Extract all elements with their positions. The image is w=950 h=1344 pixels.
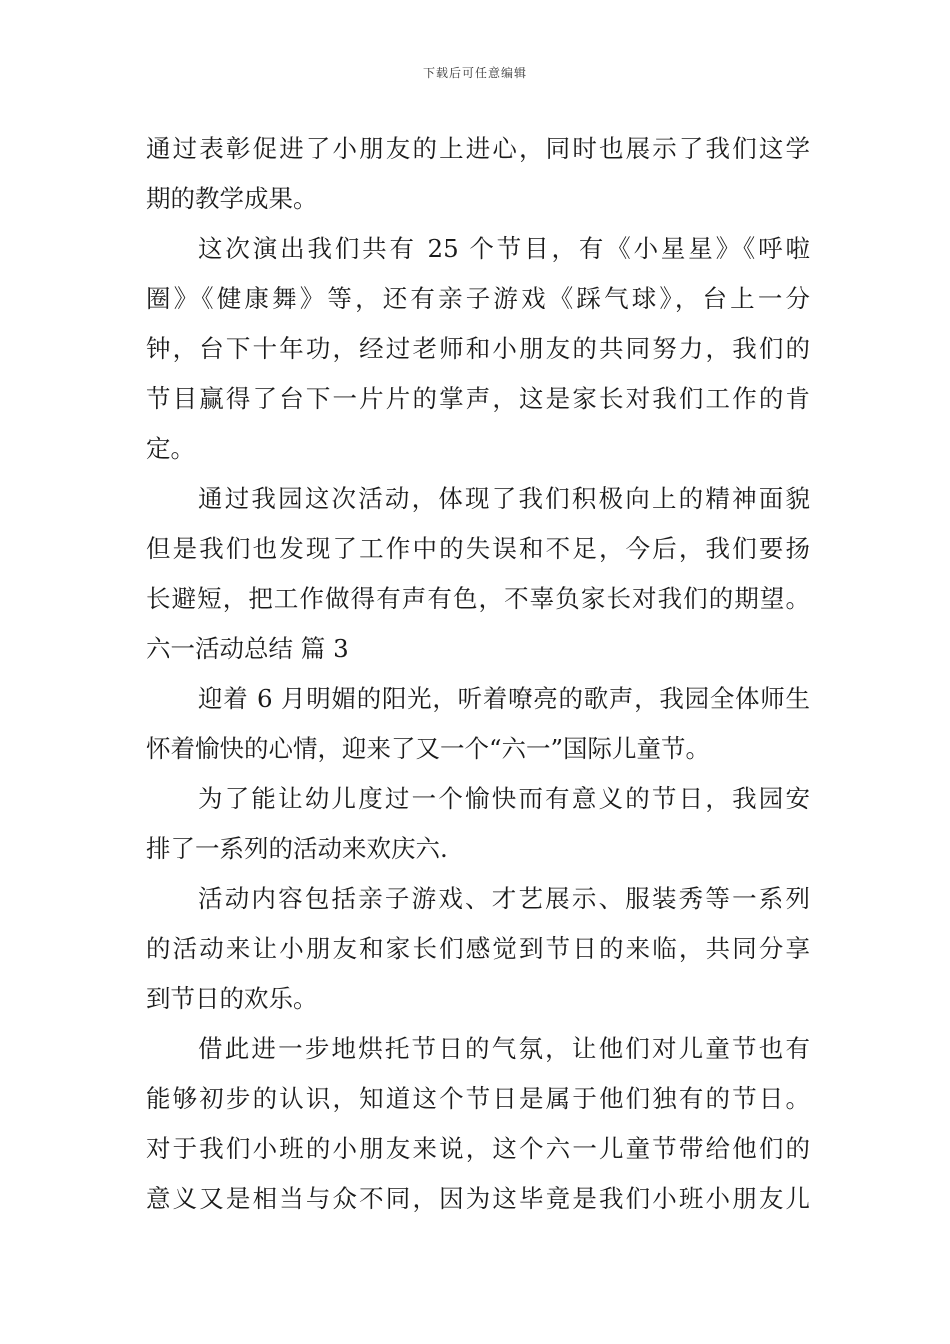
text-line: 排了一系列的活动来欢庆六.: [146, 834, 448, 863]
text-line: 到节日的欢乐。: [146, 984, 318, 1013]
text-line: 的活动来让小朋友和家长们感觉到节日的来临，共同分享: [146, 934, 810, 963]
text-line: 迎着 6 月明媚的阳光，听着嘹亮的歌声，我园全体师生: [198, 684, 810, 713]
text-line: 意义又是相当与众不同，因为这毕竟是我们小班小朋友儿: [146, 1184, 810, 1213]
text-line: 节目赢得了台下一片片的掌声，这是家长对我们工作的肯: [146, 384, 810, 413]
text-line: 能够初步的认识，知道这个节日是属于他们独有的节日。: [146, 1084, 810, 1113]
text-line: 六一活动总结 篇 3: [146, 634, 349, 663]
text-line: 圈》《健康舞》等，还有亲子游戏《踩气球》，台上一分: [146, 284, 810, 313]
text-line: 通过表彰促进了小朋友的上进心，同时也展示了我们这学: [146, 134, 810, 163]
text-line: 期的教学成果。: [146, 184, 318, 213]
text-line: 怀着愉快的心情，迎来了又一个“六一”国际儿童节。: [146, 734, 711, 763]
text-line: 借此进一步地烘托节日的气氛，让他们对儿童节也有: [198, 1034, 810, 1063]
text-line: 为了能让幼儿度过一个愉快而有意义的节日，我园安: [198, 784, 810, 813]
text-line: 但是我们也发现了工作中的失误和不足，今后，我们要扬: [146, 534, 810, 563]
page-header: 下载后可任意编辑: [422, 66, 527, 80]
document-body: [146, 124, 810, 1224]
text-line: 活动内容包括亲子游戏、才艺展示、服装秀等一系列: [198, 884, 810, 913]
text-line: 长避短，把工作做得有声有色，不辜负家长对我们的期望。: [146, 584, 810, 613]
text-line: 通过我园这次活动，体现了我们积极向上的精神面貌: [198, 484, 810, 513]
text-line: 定。: [146, 434, 195, 463]
text-line: 对于我们小班的小朋友来说，这个六一儿童节带给他们的: [146, 1134, 810, 1163]
text-line: 钟，台下十年功，经过老师和小朋友的共同努力，我们的: [146, 334, 810, 363]
text-line: 这次演出我们共有 25 个节目，有《小星星》《呼啦: [198, 234, 810, 263]
